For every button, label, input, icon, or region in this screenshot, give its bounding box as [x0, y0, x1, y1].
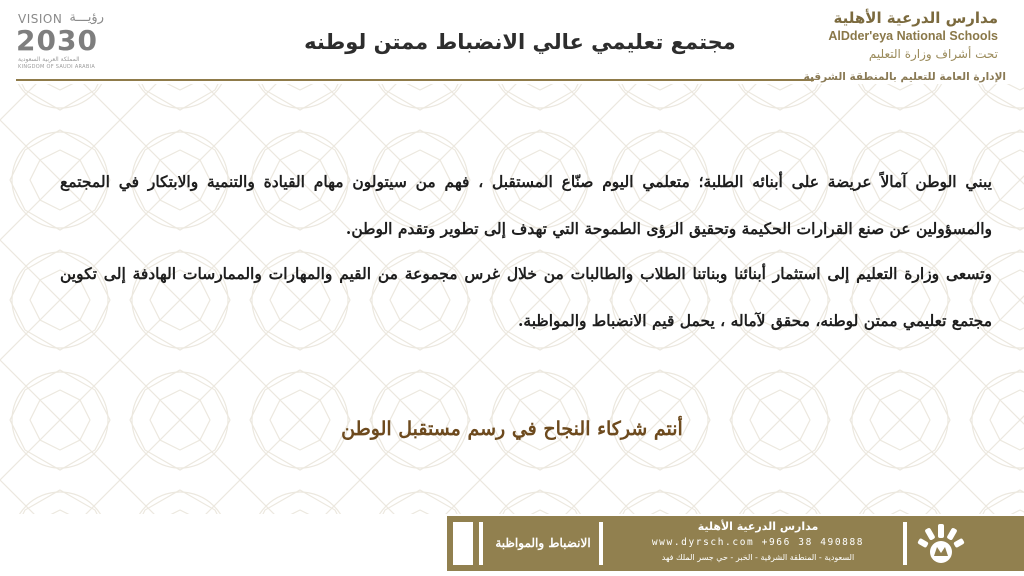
footer-motto: الانضباط والمواظبة: [495, 536, 591, 550]
footer-bar: [447, 516, 1024, 571]
footer-info: [623, 519, 893, 565]
footer-frame-line: [479, 522, 483, 565]
page-title: مجتمع تعليمي عالي الانضباط ممتن لوطنه: [304, 30, 736, 54]
paragraph-1: يبني الوطن آمالاً عريضة على أبنائه الطلبة؛ متعلمي اليوم صنّاع المستقبل ، فهم من سيتولون مهام القيادة والتنمية والابتكار في المجتمع والمسؤولين عن صنع القرارات الحكيمة وتحقيق الرؤى الطموحة التي تهدف إلى تطوير وتقدم الوطن.: [60, 172, 992, 238]
school-name-arabic: مدارس الدرعية الأهلية: [833, 9, 998, 27]
school-supervision: تحت أشراف وزارة التعليم: [868, 47, 998, 61]
slogan: أنتم شركاء النجاح في رسم مستقبل الوطن: [341, 418, 683, 440]
footer-address: السعودية - المنطقة الشرقية - الخبر - حي جسر الملك فهد: [661, 553, 855, 562]
directorate-label: الإدارة العامة للتعليم بالمنطقة الشرقية: [803, 71, 1006, 83]
school-logo: [798, 8, 998, 60]
vision-word: VISION: [18, 12, 63, 26]
school-emblem-icon: [917, 520, 965, 568]
footer-frame-block: [453, 522, 473, 565]
vision-arabic: رؤيـــة: [69, 10, 104, 25]
school-name-english: AlDder'eya National Schools: [828, 29, 998, 43]
vision-kingdom-arabic: المملكة العربية السعودية: [18, 56, 80, 63]
vision-year: 2030: [16, 24, 98, 57]
footer-divider: [599, 522, 603, 565]
paragraph-2: وتسعى وزارة التعليم إلى استثمار أبنائنا وبناتنا الطلاب والطالبات من خلال غرس مجموعة من القيم والمهارات والممارسات الهادفة إلى تكوين مجتمع تعليمي ممتن لوطنه، محقق لآماله ، يحمل قيم الانضباط والمواظبة.: [60, 264, 992, 330]
footer-divider: [903, 522, 907, 565]
header-divider: [16, 79, 814, 81]
vision-kingdom-english: KINGDOM OF SAUDI ARABIA: [18, 64, 96, 70]
footer-school-name: مدارس الدرعية الأهلية: [697, 520, 819, 533]
vision-2030-logo: [14, 12, 110, 72]
footer-contact: www.dyrsch.com +966 38 490888: [651, 537, 865, 548]
